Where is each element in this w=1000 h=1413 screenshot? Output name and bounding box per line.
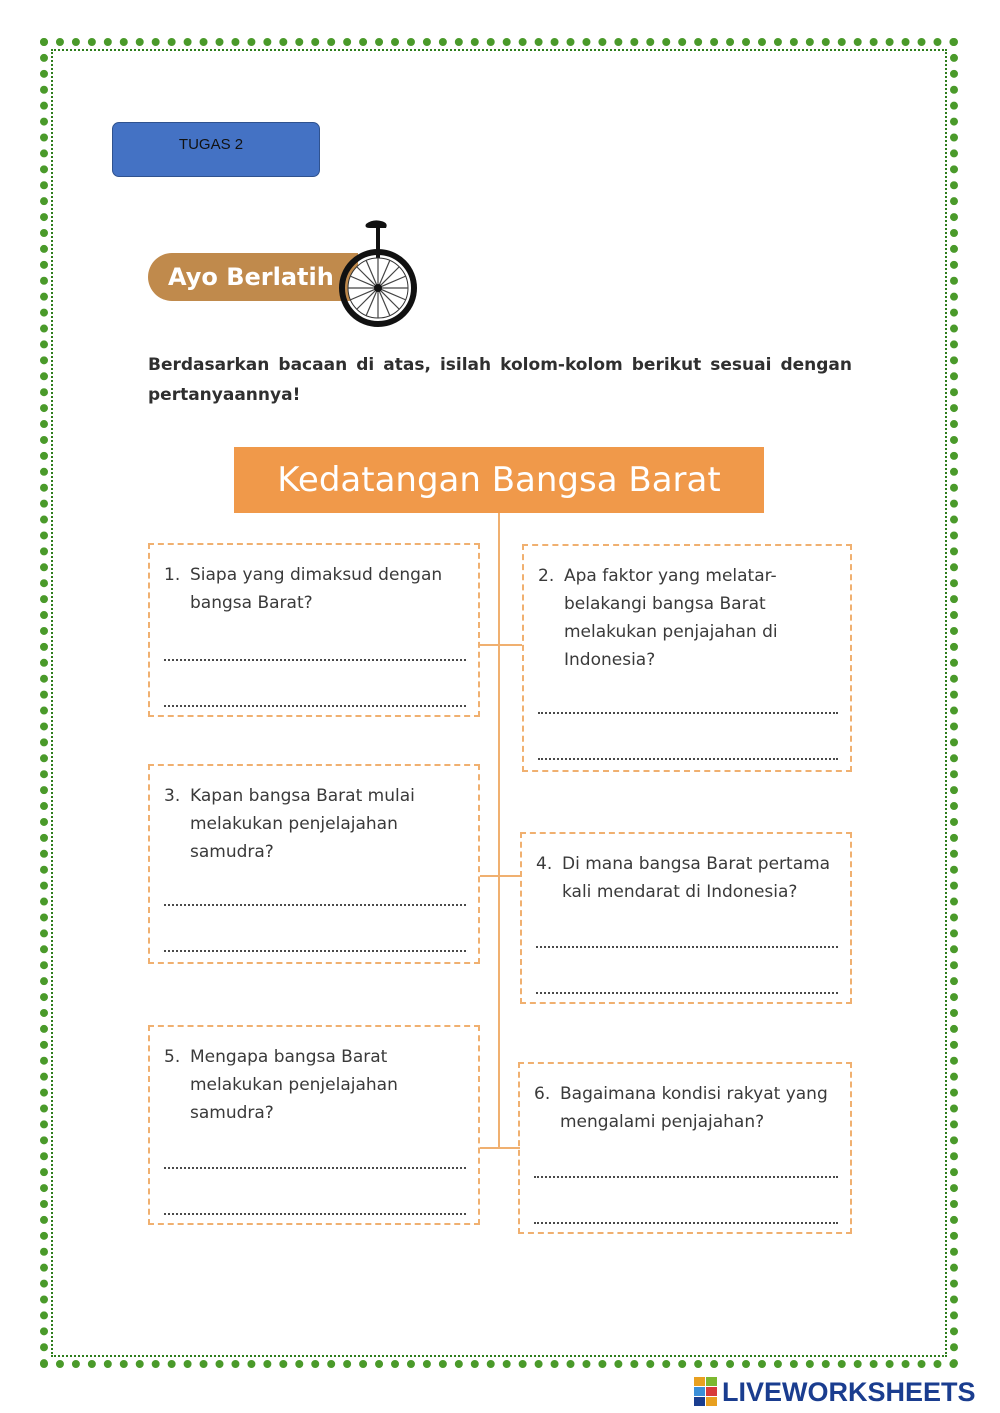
question-box-2 — [522, 544, 852, 772]
task-badge: TUGAS 2 — [112, 122, 320, 177]
question-box-5 — [148, 1025, 480, 1225]
answer-input-1a[interactable] — [164, 637, 466, 661]
answer-input-4a[interactable] — [536, 924, 838, 948]
question-box-4 — [520, 832, 852, 1004]
answer-input-6b[interactable] — [534, 1200, 838, 1224]
answer-input-5a[interactable] — [164, 1145, 466, 1169]
question-number: 5. — [164, 1047, 181, 1067]
question-text: Mengapa bangsa Barat melakukan penjelajahan samudra? — [190, 1047, 398, 1123]
answer-input-1b[interactable] — [164, 683, 466, 707]
answer-input-3a[interactable] — [164, 882, 466, 906]
question-box-6 — [518, 1062, 852, 1234]
worksheet-title: Kedatangan Bangsa Barat — [234, 447, 764, 513]
answer-input-4b[interactable] — [536, 970, 838, 994]
brand-name: LIVEWORKSHEETS — [722, 1376, 976, 1407]
question-number: 2. — [538, 566, 555, 586]
unicycle-icon — [336, 212, 420, 336]
section-tab: Ayo Berlatih — [148, 253, 358, 301]
question-text: Kapan bangsa Barat mulai melakukan penjelajahan samudra? — [190, 786, 415, 862]
answer-input-2a[interactable] — [538, 690, 838, 714]
brand-watermark — [694, 1374, 976, 1410]
question-number: 6. — [534, 1084, 551, 1104]
liveworksheets-logo-icon — [694, 1377, 718, 1407]
instruction-text: Berdasarkan bacaan di atas, isilah kolom-kolom berikut sesuai dengan pertanyaannya! — [148, 355, 852, 405]
question-text: Bagaimana kondisi rakyat yang mengalami penjajahan? — [560, 1084, 828, 1132]
answer-input-2b[interactable] — [538, 736, 838, 760]
answer-input-6a[interactable] — [534, 1154, 838, 1178]
question-number: 3. — [164, 786, 181, 806]
answer-input-3b[interactable] — [164, 928, 466, 952]
question-text: Siapa yang dimaksud dengan bangsa Barat? — [190, 565, 443, 613]
question-box-3 — [148, 764, 480, 964]
answer-input-5b[interactable] — [164, 1191, 466, 1215]
question-text: Apa faktor yang melatar-belakangi bangsa Barat melakukan penjajahan di Indonesia? — [564, 566, 778, 670]
question-box-1 — [148, 543, 480, 717]
question-text: Di mana bangsa Barat pertama kali mendarat di Indonesia? — [562, 854, 831, 902]
question-number: 1. — [164, 565, 181, 585]
question-number: 4. — [536, 854, 553, 874]
